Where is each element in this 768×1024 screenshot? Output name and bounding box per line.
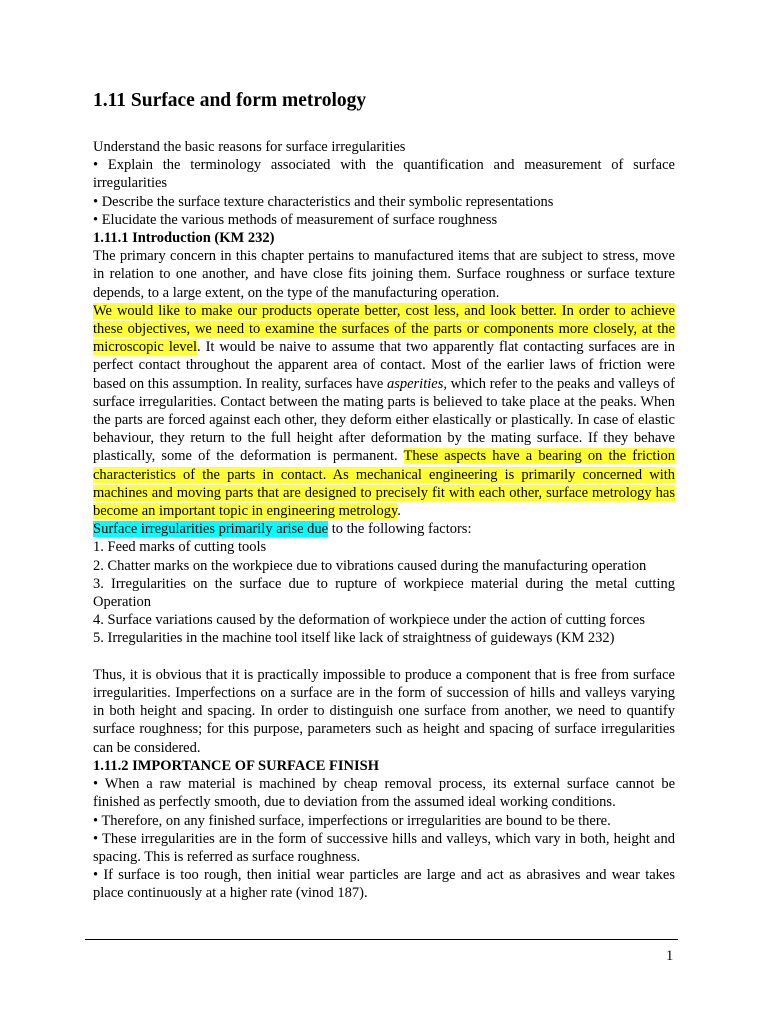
factor-item: 5. Irregularities in the machine tool itself like lack of straightness of guideways (KM 232) [93, 630, 615, 647]
factor-item: 4. Surface variations caused by the deformation of workpiece under the action of cutting forces [93, 612, 646, 629]
highlighted-text: These aspects have a bearing on the friction characteristics of the parts in contact. As mechanical engineering is primarily concerned with machines and moving parts that are designed to precisely fit with each other, surface metrology has become an important topic in engineering metrology [93, 448, 675, 520]
objective-item: • Explain the terminology associated with the quantification and measurement of surface irregularities [93, 157, 675, 192]
objective-item: • Elucidate the various methods of measurement of surface roughness [93, 211, 498, 228]
emphasis-text: asperities [386, 375, 444, 392]
cyan-highlighted-text: Surface irregularities primarily arise due [93, 521, 329, 538]
importance-heading: 1.11.2 IMPORTANCE OF SURFACE FINISH [93, 757, 380, 774]
page-content [93, 88, 675, 903]
factor-item: 2. Chatter marks on the workpiece due to vibrations caused during the manufacturing operation [93, 557, 647, 574]
paragraph-text: . It would be naive to assume that two apparently flat contacting surfaces are in perfect contact throughout the apparent area of contact. Most of the earlier laws of friction were based on this assumption. In reality, surfaces have [93, 339, 675, 392]
importance-bullet: • If surface is too rough, then initial wear particles are large and act as abrasives and wear takes place continuously at a higher rate (vinod 187). [93, 867, 675, 902]
page-number: 1 [666, 948, 674, 964]
footer-rule [85, 939, 678, 940]
paragraph-text: to the following factors: [328, 521, 472, 538]
importance-bullet: • When a raw material is machined by cheap removal process, its external surface cannot be finished as perfectly smooth, due to deviation from the assumed ideal working conditions. [93, 776, 675, 811]
objective-item: Understand the basic reasons for surface irregularities [93, 139, 406, 155]
intro-paragraph-4: Thus, it is obvious that it is practically impossible to produce a component that is free from surface irregularities. Imperfections on a surface are in the form of succession of hills and valleys varying in both height and spacing. In order to distinguish one surface from another, we need to quantify surface roughness; for this purpose, parameters such as height and spacing of surface irregularities can be considered. [93, 666, 675, 756]
intro-paragraph-1: The primary concern in this chapter pertains to manufactured items that are subject to stress, move in relation to one another, and have close fits joining them. Surface roughness or surface texture depends, to a large extent, on the type of the manufacturing operation. [93, 248, 675, 301]
paragraph-text: . [397, 503, 401, 520]
section-title: 1.11 Surface and form metrology [93, 90, 367, 111]
introduction-heading: 1.11.1 Introduction (KM 232) [93, 230, 275, 247]
intro-paragraph-3 [93, 520, 675, 538]
factor-item: 1. Feed marks of cutting tools [93, 539, 267, 556]
importance-bullet: • Therefore, on any finished surface, imperfections or irregularities are bound to be there. [93, 812, 611, 829]
highlighted-text: We would like to make our products operate better, cost less, and look better. In order to achieve these objectives, we need to examine the surfaces of the parts or components more closely, at the microscopic level [93, 302, 675, 356]
intro-paragraph-2 [93, 302, 675, 520]
importance-bullet: • These irregularities are in the form of successive hills and valleys, which vary in both, height and spacing. This is referred as surface roughness. [93, 830, 675, 865]
factor-item: 3. Irregularities on the surface due to rupture of workpiece material during the metal cutting Operation [93, 575, 675, 611]
paragraph-text: , which refer to the peaks and valleys of surface irregularities. Contact between the mating parts is believed to take place at the peaks. When the parts are forced against each other, they deform either elastically or plastically. In case of elastic behaviour, they return to the full height after deformation by the mating surface. If they behave plastically, some of the deformation is permanent. [93, 375, 675, 465]
spacer [93, 648, 675, 666]
objective-item: • Describe the surface texture characteristics and their symbolic representations [93, 193, 554, 210]
